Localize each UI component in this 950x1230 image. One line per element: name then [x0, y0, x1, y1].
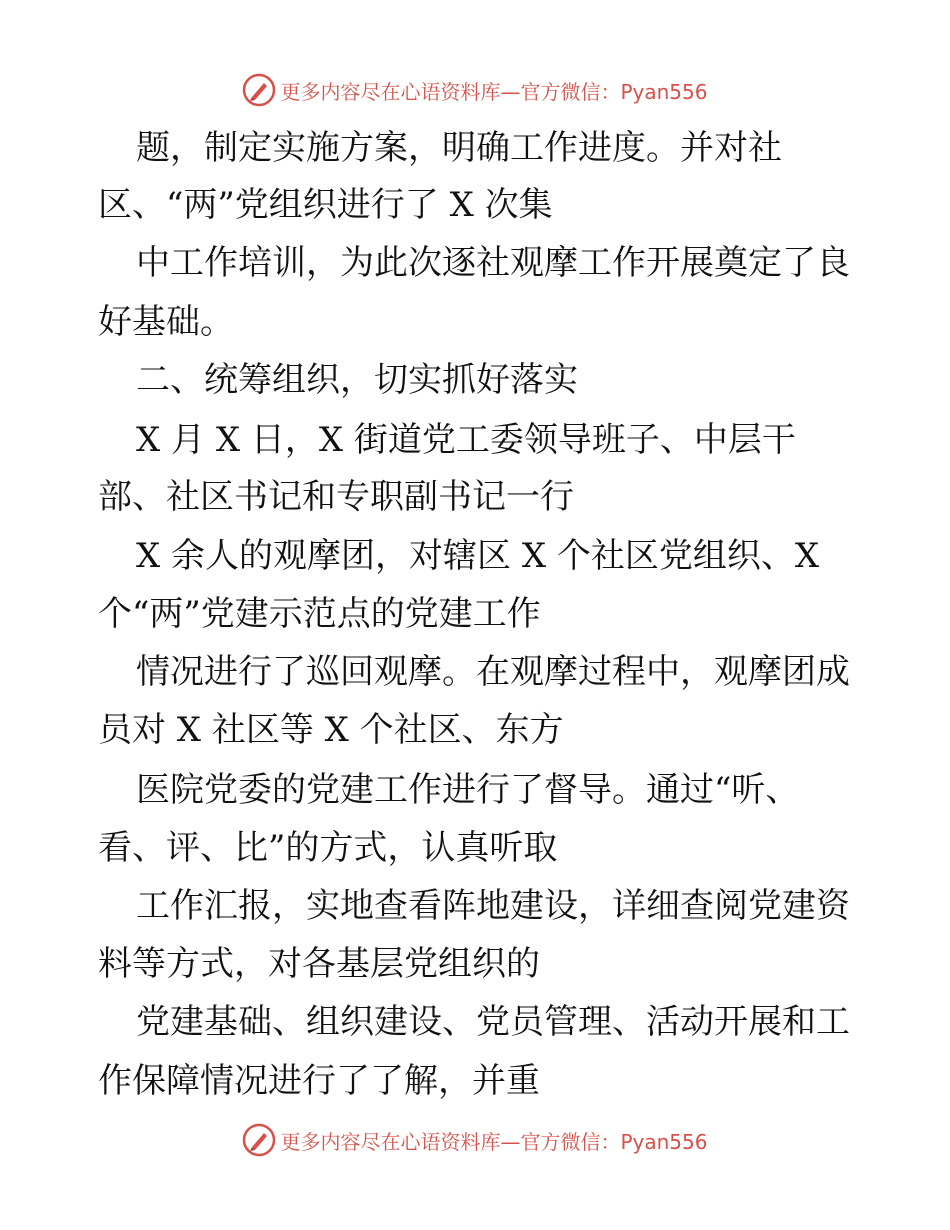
footer-banner-text: 更多内容尽在心语资料库—官方微信：Pyan556 [280, 1129, 708, 1154]
text-line: 医院党委的党建工作进行了督导。通过“听、 [136, 770, 800, 810]
footer-banner [0, 1120, 950, 1160]
text-line: X 余人的观摩团，对辖区 X 个社区党组织、X [136, 536, 820, 576]
text-line: 党建基础、组织建设、党员管理、活动开展和工 [136, 1002, 850, 1042]
pen-logo-icon [242, 73, 276, 107]
header-banner-text: 更多内容尽在心语资料库—官方微信：Pyan556 [280, 79, 708, 104]
text-line: 中工作培训，为此次逐社观摩工作开展奠定了良 [136, 243, 850, 283]
text-line: 作保障情况进行了了解，并重 [98, 1061, 540, 1101]
header-banner [0, 70, 950, 110]
text-line: 员对 X 社区等 X 个社区、东方 [98, 710, 564, 750]
text-line: 区、“两”党组织进行了 X 次集 [98, 185, 553, 225]
text-line: 个“两”党建示范点的党建工作 [98, 594, 541, 634]
text-line: 料等方式，对各基层党组织的 [98, 944, 540, 984]
text-line: 部、社区书记和专职副书记一行 [98, 477, 574, 517]
section-heading: 二、统筹组织，切实抓好落实 [136, 360, 578, 400]
text-line: 工作汇报，实地查看阵地建设，详细查阅党建资 [136, 886, 850, 926]
text-line: 好基础。 [98, 302, 234, 342]
text-line: X 月 X 日，X 街道党工委领导班子、中层干 [136, 420, 796, 460]
pen-logo-icon [242, 1123, 276, 1157]
text-line: 题，制定实施方案，明确工作进度。并对社 [136, 128, 782, 168]
text-line: 看、评、比”的方式，认真听取 [98, 828, 558, 868]
text-line: 情况进行了巡回观摩。在观摩过程中，观摩团成 [136, 652, 850, 692]
